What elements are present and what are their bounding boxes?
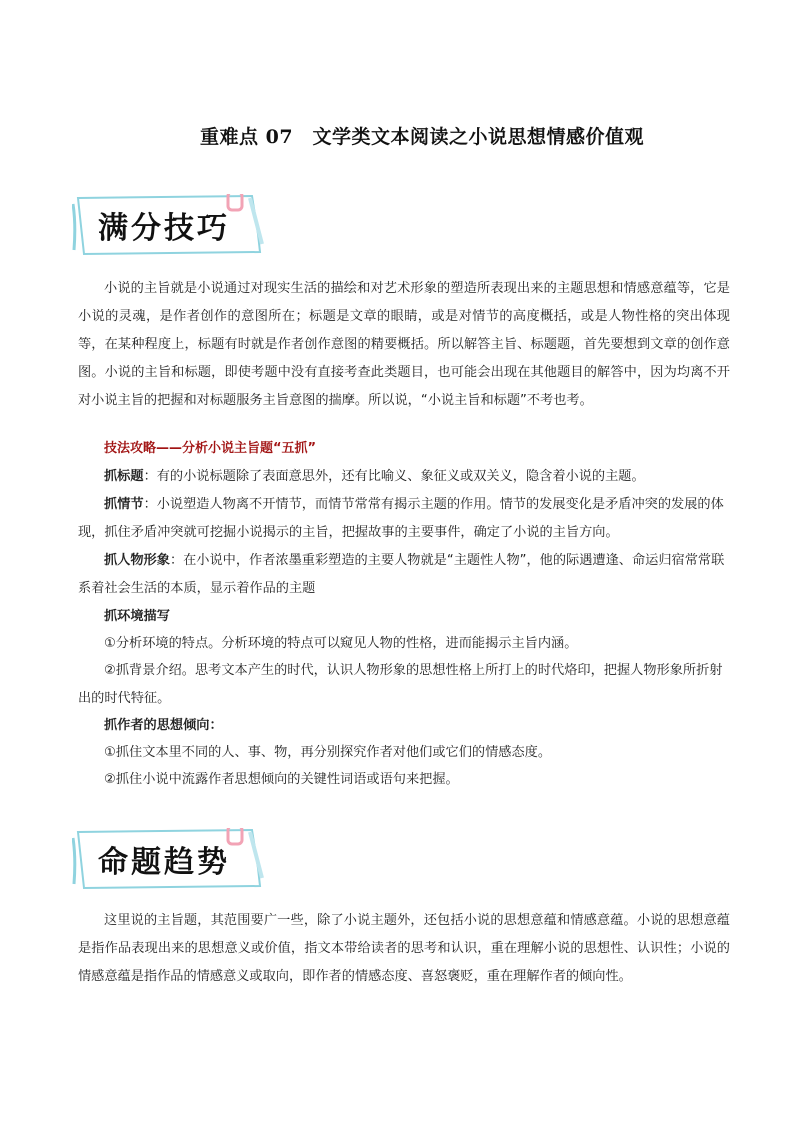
section-banner-trend: [72, 828, 264, 890]
point-author-label: 抓作者的思想倾向：: [104, 718, 223, 733]
method-heading: 技法攻略——分析小说主旨题“五抓”: [104, 441, 317, 456]
point-text: ：小说塑造人物离不开情节，而情节常常有揭示主题的作用。情节的发展变化是矛盾冲突的发展的体现，抓住矛盾冲突就可挖掘小说揭示的主旨，把握故事的主要事件，确定了小说的主旨方向。: [78, 497, 724, 540]
point-text: ：有的小说标题除了表面意思外，还有比喻义、象征义或双关义，隐含着小说的主题。: [143, 469, 645, 484]
point-author-sub2: ②抓住小说中流露作者思想倾向的关键性词语或语句来把握。: [104, 772, 459, 787]
point-environment-sub1: ①分析环境的特点。分析环境的特点可以窥见人物的性格，进而能揭示主旨内涵。: [104, 636, 578, 651]
point-title: [78, 463, 730, 491]
point-label: 抓情节: [104, 497, 144, 512]
point-character: [78, 547, 730, 603]
point-label: 抓人物形象: [104, 553, 170, 568]
section-banner-skills: [72, 194, 264, 256]
point-environment-sub2: ②抓背景介绍。思考文本产生的时代，认识人物形象的思想性格上所打上的时代烙印，把握人物形象所折射出的时代特征。: [78, 663, 723, 706]
banner-title: 命题趋势: [98, 845, 230, 880]
trend-paragraph: 这里说的主旨题，其范围要广一些，除了小说主题外，还包括小说的思想意蕴和情感意蕴。小说的思想意蕴是指作品表现出来的思想意义或价值，指文本带给读者的思考和认识，重在理解小说的思想性、认识性；小说的情感意蕴是指作品的情感意义或取向，即作者的情感态度、喜怒褒贬，重在理解作者的倾向性。: [78, 913, 730, 984]
point-label: 抓标题: [104, 469, 144, 484]
point-author-sub1: ①抓住文本里不同的人、事、物，再分别探究作者对他们或它们的情感态度。: [104, 745, 552, 760]
point-text: ：在小说中，作者浓墨重彩塑造的主要人物就是“主题性人物”，他的际遇遭逢、命运归宿常常联系着社会生活的本质，显示着作品的主题: [78, 553, 725, 596]
point-plot: [78, 491, 730, 547]
point-environment-label: 抓环境描写: [104, 609, 170, 624]
page-title: 重难点 07 文学类文本阅读之小说思想情感价值观: [200, 126, 645, 148]
banner-title: 满分技巧: [98, 211, 230, 246]
intro-paragraph: 小说的主旨就是小说通过对现实生活的描绘和对艺术形象的塑造所表现出来的主题思想和情感意蕴等，它是小说的灵魂，是作者创作的意图所在；标题是文章的眼睛，或是对情节的高度概括，或是人物性格的突出体现等，在某种程度上，标题有时就是作者创作意图的精要概括。所以解答主旨、标题题，首先要想到文章的创作意图。小说的主旨和标题，即使考题中没有直接考查此类题目，也可能会出现在其他题目的解答中，因为均离不开对小说主旨的把握和对标题服务主旨意图的揣摩。所以说，“小说主旨和标题”不考也考。: [78, 281, 730, 408]
